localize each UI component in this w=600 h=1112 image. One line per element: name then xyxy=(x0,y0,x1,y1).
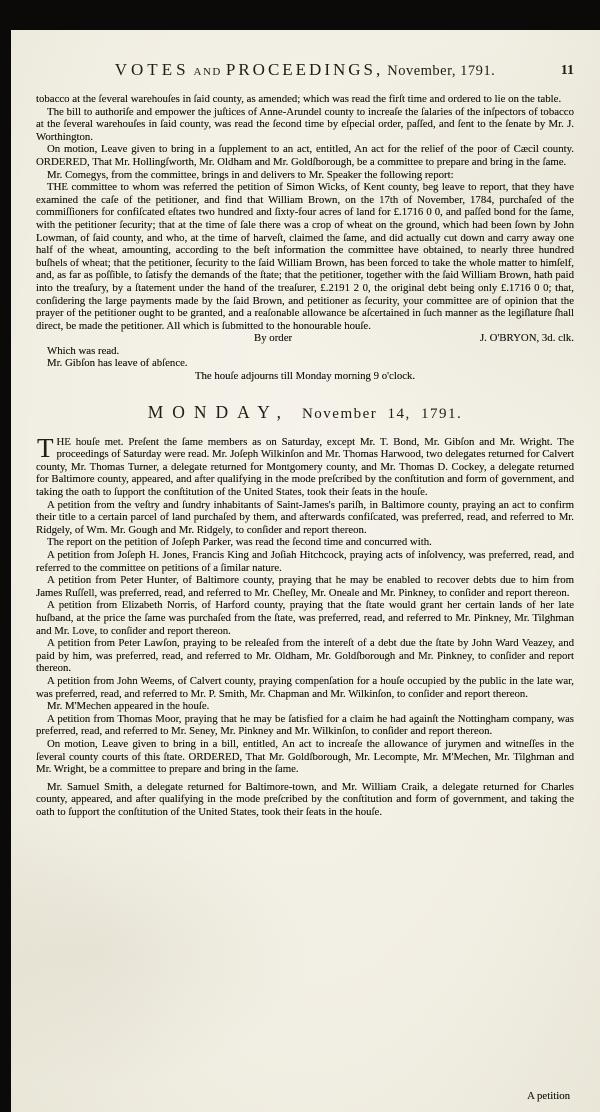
monday-heading xyxy=(36,398,574,425)
paragraph: Mr. Gibſon has leave of abſence. xyxy=(47,357,188,370)
scan-edge-top xyxy=(0,0,600,30)
paragraph: A petition from Elizabeth Norris, of Harford county, praying that the ſtate would grant her certain lands of her late huſband, at the price the ſame was purchaſed from the ſtate, was preferred, read, and referred to Mr. Pinkney, Mr. Tilghman and Mr. Love, to conſider and report thereon. xyxy=(36,599,574,637)
catchword: A petition xyxy=(527,1090,570,1102)
committee-report-paragraph: THE committee to whom was referred the petition of Simon Wicks, of Kent county, beg leave to report, that they have examined the caſe of the petitioner, and find that William Brown, on the 17th of November, 1784, purchaſed of the commiſſioners for confiſcated eſtates two hundred and ſixty-four acres of land for £.1716 0 0, and paſſed bond for the ſame, with the petitioner ſecurity; that at the time of ſale there was a crop of wheat on the ground, which had been ſown by John Lowman, of ſaid county, and who, at the time of harveſt, claimed the ſame, and did actually cut down and carry away one half of the wheat, amounting, according to the beſt information the committee have obtained, to nearly three hundred buſhels of wheat; that the petitioner, ſecurity to the ſaid William Brown, has been forced to take the whole matter to himſelf, and, as far as poſſible, to ſatisfy the demands of the ſtate; that the petitioner, together with the ſaid William Brown, hath paid into the treaſury, by a ſtatement under the hand of the treaſurer, £.2191 2 0, the original debt being only £.1716 0 0; that, conſidering the large payments made by the ſaid Brown, and petitioner as ſecurity, your committee are of opinion that the prayer of the petitioner ought to be granted, and a reaſonable allowance be aſcertained in ſuch manner as the legiſlature ſhall direct, be made the petitioner. All which is ſubmitted to the honourable houſe. xyxy=(36,181,574,332)
scan-edge-left xyxy=(0,0,11,1112)
page-header xyxy=(36,60,574,80)
paragraph: A petition from Peter Hunter, of Baltimore county, praying that he may be enabled to recover debts due to him from James Ruſſell, was preferred, read, and referred to Mr. Cheſley, Mr. Oneale and Mr. Pinkney, to conſider and report thereon. xyxy=(36,574,574,599)
paragraph: A petition from Joſeph H. Jones, Francis King and Joſiah Hitchcock, praying acts of inſolvency, was preferred, read, and referred to the committee on petitions of a ſimilar nature. xyxy=(36,549,574,574)
drop-cap: T xyxy=(37,432,54,463)
opening-paragraph xyxy=(36,432,574,499)
paragraph: Mr. Comegys, from the committee, brings in and delivers to Mr. Speaker the following report: xyxy=(47,168,454,181)
monday-heading-day: MONDAY, xyxy=(147,401,290,422)
title-and: AND xyxy=(193,66,222,78)
opening-paragraph-text: HE houſe met. Preſent the ſame members as on Saturday, except Mr. T. Bond, Mr. Gibſon and Mr. Wright. The proceedings of Saturday were read. Mr. Joſeph Wilkinſon and Mr. Thomas Harwood, two delegates returned for Calvert county, Mr. Thomas Turner, a delegate returned for Montgomery county, and Mr. Thomas D. Cockey, a delegate returned for Baltimore county, appeared, and after qualifying in the mode preſcribed by the conſtitution and form of government, and taking the oath to ſupport the conſtitution of the United States, took their ſeats in the houſe. xyxy=(36,435,574,499)
paragraph: A petition from Peter Lawſon, praying to be releaſed from the intereſt of a debt due the ſtate by John Ward Veazey, and paid by him, was preferred, read, and referred to Mr. Oldham, Mr. Goldſborough and Mr. Pinkney, to conſider and report thereon. xyxy=(36,637,574,675)
paragraph: Mr. M'Mechen appeared in the houſe. xyxy=(47,700,210,713)
paragraph: On motion, Leave given to bring in a bill, entitled, An act to increaſe the allowance of jurymen and witneſſes in the ſeveral county courts of this ſtate. ORDERED, That Mr. Goldſborough, Mr. Lecompte, Mr. M'Mechen, Mr. Tilghman and Mr. Wright, be a committee to prepare and bring in the ſame. xyxy=(36,737,574,776)
paragraph: tobacco at the ſeveral warehouſes in ſaid county, as amended; which was read the firſt time and ordered to lie on the table. xyxy=(36,93,562,105)
saturday-proceedings xyxy=(36,93,574,383)
title-proceedings: PROCEEDINGS, xyxy=(225,60,384,79)
report-signature-line xyxy=(36,332,574,345)
paragraph: The bill to authoriſe and empower the juſtices of Anne-Arundel county to increaſe the ſalaries of the inſpectors of tobacco at the ſeveral warehouſes in ſaid county, was read the ſecond time by eſpecial order, paſſed, and ſent to the ſenate by Mr. J. Worthington. xyxy=(36,105,574,143)
paragraph: Which was read. xyxy=(47,344,120,357)
page-number: 11 xyxy=(560,63,574,78)
monday-proceedings xyxy=(36,432,574,819)
paragraph: A petition from Thomas Moor, praying that he may be ſatisfied for a claim he had againſt the Nottingham company, was preferred, read, and referred to Mr. Seney, Mr. Pinkney and Mr. Wilkinſon, to conſider and report thereon. xyxy=(36,712,574,738)
paragraph: The report on the petition of Joſeph Parker, was read the ſecond time and concurred with. xyxy=(47,536,432,549)
paragraph: On motion, Leave given to bring in a ſupplement to an act, entitled, An act for the relief of the poor of Cæcil county. ORDERED, That Mr. Hollingſworth, Mr. Oldham and Mr. Goldſborough, be a committee to prepare and bring in the ſame. xyxy=(36,143,574,168)
monday-heading-date: November 14, 1791. xyxy=(301,405,463,422)
clerk-signature: J. O'BRYON, 3d. clk. xyxy=(479,332,574,345)
paragraph: A petition from John Weems, of Calvert county, praying compenſation for a houſe occupied by the public in the late war, was preferred, read, and referred to Mr. P. Smith, Mr. Chapman and Mr. Wilkinſon, to conſider and report thereon. xyxy=(36,674,574,700)
paragraph: Mr. Samuel Smith, a delegate returned for Baltimore-town, and Mr. William Craik, a delegate returned for Charles county, appeared, and after qualifying in the mode preſcribed by the conſtitution and form of government, and taking the oath to ſupport the conſtitution of the United States, took their ſeats in the houſe. xyxy=(36,780,574,818)
by-order-label: By order xyxy=(254,332,293,345)
adjournment-line: The houſe adjourns till Monday morning 9 o'clock. xyxy=(194,370,416,383)
paragraph: A petition from the veſtry and ſundry inhabitants of Saint-James's pariſh, in Baltimore county, praying an act to confirm their title to a certain parcel of land purchaſed by them, and afterwards confiſcated, was preferred, read, and referred to Mr. Ridgely, of Wm. Mr. Gough and Mr. Ridgely, to conſider and report thereon. xyxy=(36,498,574,536)
title-date: November, 1791. xyxy=(387,63,496,79)
document-page xyxy=(11,30,600,1112)
title-votes: VOTES xyxy=(114,60,190,79)
